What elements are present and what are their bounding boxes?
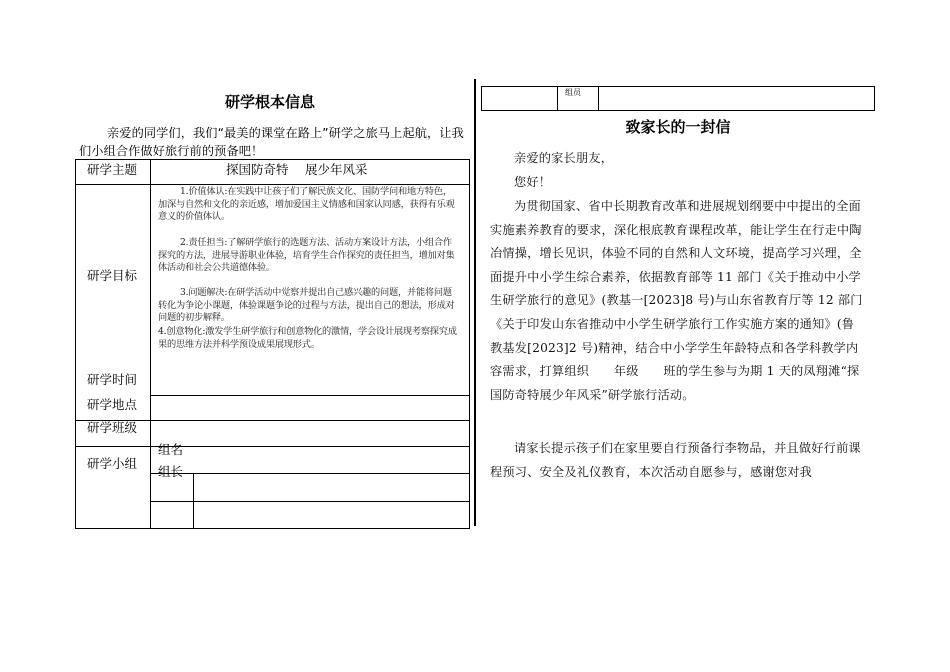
class-label: 研学班级 <box>87 420 138 435</box>
table-line <box>150 159 151 528</box>
table-line <box>150 501 470 502</box>
group-name-label: 组名 <box>158 442 184 457</box>
table-line <box>75 184 470 185</box>
info-title: 研学根本信息 <box>224 93 315 111</box>
table-line <box>75 446 470 447</box>
table-line <box>193 473 194 528</box>
page-divider <box>474 79 476 526</box>
letter-greeting: 亲爱的家长朋友， <box>514 151 614 165</box>
time-label: 研学时间 <box>87 372 138 387</box>
place-label: 研学地点 <box>87 397 138 412</box>
group-label: 研学小组 <box>87 456 138 471</box>
theme-label: 研学主题 <box>87 162 138 177</box>
goal-label: 研学目标 <box>87 268 138 283</box>
table-line <box>75 159 76 528</box>
table-line <box>150 473 470 474</box>
member-table <box>481 86 875 111</box>
member-label: 组员 <box>565 88 581 97</box>
goal-item: 4.创意物化:激发学生研学旅行和创意物化的激情，学会设计展现考察探究成果的思维方法并科学预设成果展现形式。 <box>158 326 457 350</box>
leader-label: 组长 <box>158 464 184 479</box>
letter-paragraph: 为贯彻国家、省中长期教育改革和进展规划纲要中中提出的全面实施素养教育的要求，深化根底教育课程改革，能让学生在行走中陶冶情操，增长见识，体验不同的自然和人文环境，提高学习兴理，全面提升中小学生综合素养，依据教育部等 11 部门《关于推动中小学生研学旅行的意见》(教基一[2023]8 号)与山东省教育厅等 12 部门《关于印发山东省推动中小学生研学旅行工作实施方案的通知》(鲁教基发[2023]2 号)精神，结合中小学学生年龄特点和各学科教学内容需求，打算组织 年级 班的学生参与为期 1 天的凤翔滩“探国防奇特展少年风采”研学旅行活动。 <box>490 199 863 402</box>
letter-paragraph: 请家长提示孩子们在家里要自行预备行李物品，并且做好行前课程预习、安全及礼仪教育，本次活动自愿参与，感谢您对我 <box>490 441 861 479</box>
table-line <box>469 159 470 528</box>
letter-hello: 您好！ <box>514 175 552 189</box>
table-line <box>75 528 470 529</box>
table-line <box>150 395 470 396</box>
goal-item: 3.问题解决:在研学活动中觉察并提出自己感兴趣的问题，并能将问题转化为争论小课题，体验课题争论的过程与方法，提出自己的想法，形成对问题的初步解释。 <box>158 287 455 324</box>
table-line <box>557 87 558 110</box>
theme-value: 探国防奇特 展少年风采 <box>226 162 368 177</box>
table-line <box>598 87 599 110</box>
letter-title: 致家长的一封信 <box>625 118 731 136</box>
intro-text: 亲爱的同学们，我们“最美的课堂在路上”研学之旅马上起航，让我们小组合作做好旅行前的预备吧！ <box>79 126 464 158</box>
goal-item: 2.责任担当:了解研学旅行的选题方法、活动方案设计方法，小组合作探究的方法，进展导游职业体验，培育学生合作探究的责任担当，增加对集体活动和社会公共道德体验。 <box>158 237 455 274</box>
goal-item: 1.价值体认:在实践中让孩子们了解民族文化、国防学问和地方特色，加深与自然和文化的亲近感，增加爱国主义情感和国家认同感，获得有乐观意义的价值体认。 <box>158 186 455 223</box>
